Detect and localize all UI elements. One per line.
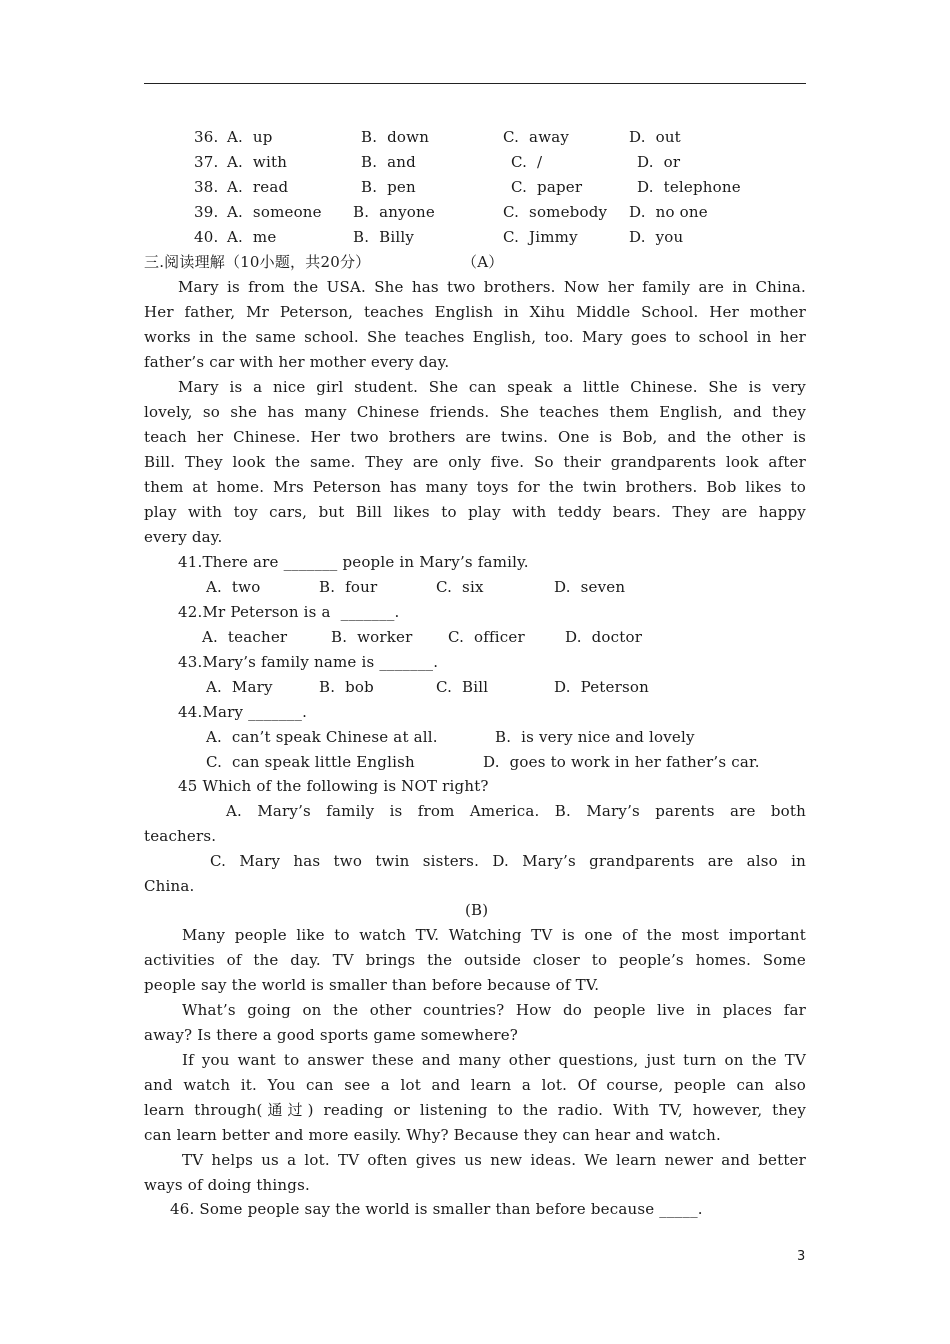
- option-a: A. up: [227, 128, 273, 146]
- q41-option-c: C. six: [436, 578, 484, 596]
- option-b: B. Billy: [353, 228, 415, 246]
- option-number: 39.: [194, 203, 219, 221]
- passage-line: lovely, so she has many Chinese friends. She teaches them English, and they: [144, 403, 806, 421]
- question-44: 44.Mary _______.: [178, 703, 308, 721]
- q42-option-b: B. worker: [331, 628, 413, 646]
- passage-line: and watch it. You can see a lot and learn a lot. Of course, people can also: [144, 1076, 806, 1094]
- option-a: A. someone: [227, 203, 322, 221]
- option-a: A. me: [227, 228, 277, 246]
- option-c: C. somebody: [503, 203, 608, 221]
- passage-line: can learn better and more easily. Why? Because they can hear and watch.: [144, 1126, 721, 1144]
- header-rule: [144, 83, 806, 84]
- q43-option-d: D. Peterson: [554, 678, 649, 696]
- q43-option-c: C. Bill: [436, 678, 489, 696]
- q45-options-ab-cont: teachers.: [144, 827, 217, 845]
- passage-line: father’s car with her mother every day.: [144, 353, 450, 371]
- option-number: 36.: [194, 128, 219, 146]
- passage-line: Many people like to watch TV. Watching TV is one of the most important: [182, 926, 806, 944]
- passage-line: activities of the day. TV brings the outside closer to people’s homes. Some: [144, 951, 806, 969]
- q42-option-a: A. teacher: [202, 628, 288, 646]
- q44-option-a: A. can’t speak Chinese at all.: [206, 728, 438, 746]
- passage-line: play with toy cars, but Bill likes to play with teddy bears. They are happy: [144, 503, 806, 521]
- question-46: 46. Some people say the world is smaller than before because _____.: [170, 1200, 703, 1218]
- q45-options-cd: C. Mary has two twin sisters. D. Mary’s grandparents are also in: [210, 852, 806, 870]
- option-a: A. read: [227, 178, 289, 196]
- passage-line: ways of doing things.: [144, 1176, 310, 1194]
- passage-line: people say the world is smaller than before because of TV.: [144, 976, 600, 994]
- option-d: D. out: [629, 128, 681, 146]
- question-45: 45 Which of the following is NOT right?: [178, 777, 489, 795]
- option-c: C. paper: [511, 178, 583, 196]
- passage-line: teach her Chinese. Her two brothers are twins. One is Bob, and the other is: [144, 428, 806, 446]
- q41-option-d: D. seven: [554, 578, 626, 596]
- option-d: D. no one: [629, 203, 708, 221]
- q41-option-b: B. four: [319, 578, 378, 596]
- q42-option-d: D. doctor: [565, 628, 643, 646]
- page-number: 3: [797, 1249, 806, 1264]
- q45-options-ab: A. Mary’s family is from America. B. Mary’s parents are both: [226, 802, 806, 820]
- option-number: 37.: [194, 153, 219, 171]
- q43-option-a: A. Mary: [206, 678, 273, 696]
- passage-line: Mary is from the USA. She has two brothers. Now her family are in China.: [178, 278, 806, 296]
- passage-line: every day.: [144, 528, 223, 546]
- option-d: D. telephone: [637, 178, 741, 196]
- option-b: B. down: [361, 128, 430, 146]
- q41-option-a: A. two: [206, 578, 261, 596]
- option-b: B. and: [361, 153, 416, 171]
- option-b: B. pen: [361, 178, 416, 196]
- option-b: B. anyone: [353, 203, 435, 221]
- q42-option-c: C. officer: [448, 628, 525, 646]
- option-c: C. away: [503, 128, 570, 146]
- question-42: 42.Mr Peterson is a _______.: [178, 603, 400, 621]
- passage-line: If you want to answer these and many other questions, just turn on the TV: [182, 1051, 806, 1069]
- q43-option-b: B. bob: [319, 678, 374, 696]
- passage-a-label: （A）: [462, 253, 504, 271]
- q44-option-b: B. is very nice and lovely: [495, 728, 695, 746]
- section-header: 三.阅读理解（10小题，共20分）: [144, 253, 371, 271]
- passage-line: TV helps us a lot. TV often gives us new ideas. We learn newer and better: [182, 1151, 806, 1169]
- option-number: 38.: [194, 178, 219, 196]
- option-d: D. or: [637, 153, 681, 171]
- option-c: C. /: [511, 153, 543, 171]
- passage-line: Mary is a nice girl student. She can speak a little Chinese. She is very: [178, 378, 806, 396]
- option-d: D. you: [629, 228, 684, 246]
- passage-line: works in the same school. She teaches English, too. Mary goes to school in her: [144, 328, 806, 346]
- option-c: C. Jimmy: [503, 228, 578, 246]
- question-41: 41.There are _______ people in Mary’s family.: [178, 553, 529, 571]
- q45-options-cd-cont: China.: [144, 877, 195, 895]
- q44-option-c: C. can speak little English: [206, 753, 415, 771]
- passage-line: away? Is there a good sports game somewhere?: [144, 1026, 519, 1044]
- passage-line: What’s going on the other countries? How do people live in places far: [182, 1001, 806, 1019]
- passage-line: Bill. They look the same. They are only five. So their grandparents look after: [144, 453, 806, 471]
- option-a: A. with: [227, 153, 288, 171]
- question-43: 43.Mary’s family name is _______.: [178, 653, 439, 671]
- passage-line: them at home. Mrs Peterson has many toys for the twin brothers. Bob likes to: [144, 478, 806, 496]
- passage-line: Her father, Mr Peterson, teaches English in Xihu Middle School. Her mother: [144, 303, 806, 321]
- passage-line: learn through(通过) reading or listening to the radio. With TV, however, they: [144, 1101, 806, 1119]
- option-number: 40.: [194, 228, 219, 246]
- passage-b-label: (B): [465, 901, 489, 919]
- q44-option-d: D. goes to work in her father’s car.: [483, 753, 760, 771]
